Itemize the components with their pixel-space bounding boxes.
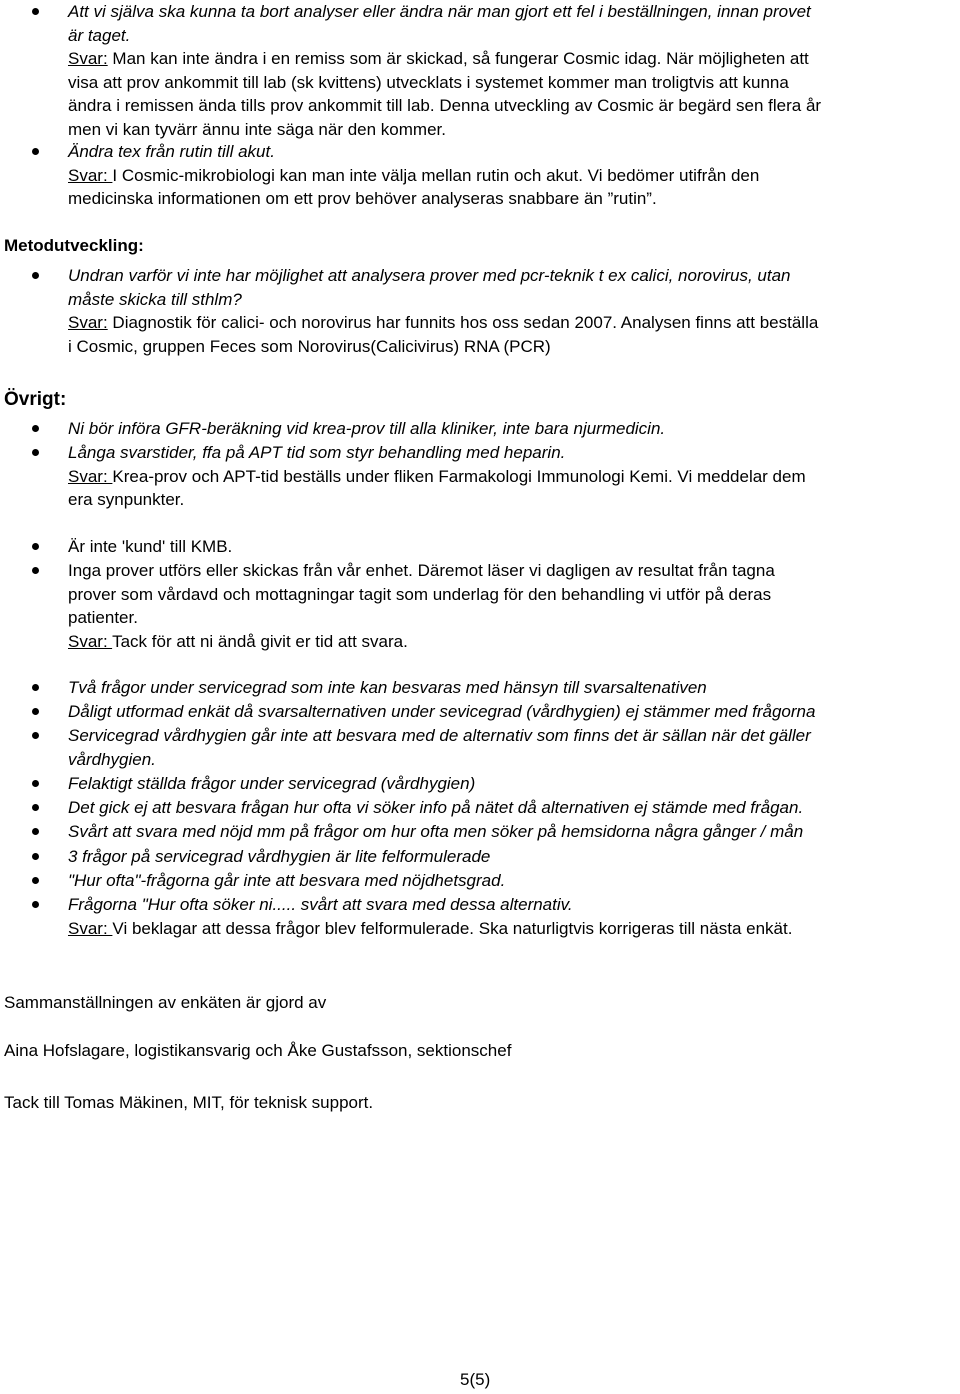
answer-text: Svar: Tack för att ni ändå givit er tid att svara. — [68, 631, 408, 651]
question-text: "Hur ofta"-frågorna går inte att besvara med nöjdhetsgrad. — [68, 871, 506, 890]
question-text: Servicegrad vårdhygien går inte att besvara med de alternativ som finns det är sällan när det gäller — [68, 726, 811, 745]
page-number: 5(5) — [460, 1370, 491, 1389]
bullet-icon — [32, 8, 39, 15]
list-item — [0, 264, 960, 358]
list-item — [0, 0, 960, 141]
question-text: 3 frågor på servicegrad vårdhygien är lite felformulerade — [68, 847, 491, 866]
bullet-icon — [32, 901, 39, 908]
list-item — [0, 724, 960, 771]
answer-text: medicinska informationen om ett prov behöver analyseras snabbare än ”rutin”. — [68, 189, 657, 208]
question-text: Inga prover utförs eller skickas från vår enhet. Däremot läser vi dagligen av resultat från tagna — [68, 561, 775, 580]
bullet-icon — [32, 449, 39, 456]
section-heading: Övrigt: — [4, 389, 67, 410]
answer-text: visa att prov ankommit till lab (sk kvittens) utvecklats i systemet kommer man troligtvis att kunna — [68, 72, 789, 92]
list-item — [0, 676, 960, 700]
answer-text: era synpunkter. — [68, 490, 185, 509]
answer-label: Svar: — [68, 313, 108, 332]
thanks-text: Tack till Tomas Mäkinen, MIT, för teknisk support. — [4, 1093, 374, 1112]
answer-label: Svar: — [68, 165, 113, 185]
question-text: Ni bör införa GFR-beräkning vid krea-prov till alla kliniker, inte bara njurmedicin. — [68, 419, 666, 438]
answer-text: ändra i remissen ända tills prov ankommit till lab. Denna utveckling av Cosmic är begärd sen flera år — [68, 96, 822, 115]
list-item — [0, 796, 960, 820]
bullet-icon — [32, 425, 39, 432]
bullet-icon — [32, 567, 39, 574]
question-text: vårdhygien. — [68, 749, 156, 769]
question-text: Frågorna "Hur ofta söker ni..... svårt att svara med dessa alternativ. — [68, 895, 573, 914]
answer-label: Svar: — [68, 631, 113, 651]
question-text: måste skicka till sthlm? — [68, 289, 242, 309]
question-text: Svårt att svara med nöjd mm på frågor om hur ofta men söker på hemsidorna några gånger / mån — [68, 822, 804, 841]
list-item — [0, 441, 960, 512]
bullet-icon — [32, 828, 39, 835]
answer-text: Svar: Vi beklagar att dessa frågor blev felformulerade. Ska naturligtvis korrigeras till nästa enkät. — [68, 918, 793, 938]
list-item — [0, 869, 960, 893]
question-text: Undran varför vi inte har möjlighet att analysera prover med pcr-teknik t ex calici, norovirus, utan — [68, 266, 791, 285]
authors-text: Aina Hofslagare, logistikansvarig och Åke Gustafsson, sektionschef — [4, 1041, 512, 1060]
list-item — [0, 417, 960, 441]
bullet-icon — [32, 272, 39, 279]
bullet-icon — [32, 684, 39, 691]
list-item — [0, 535, 960, 559]
answer-text: Svar: Diagnostik för calici- och norovirus har funnits hos oss sedan 2007. Analysen finns att beställa — [68, 313, 819, 332]
bullet-icon — [32, 543, 39, 550]
question-text: Det gick ej att besvara frågan hur ofta vi söker info på nätet då alternativen ej stämde med frågan. — [68, 798, 804, 817]
answer-label: Svar: — [68, 49, 108, 68]
question-text: Dåligt utformad enkät då svarsalternativen under sevicegrad (vårdhygien) ej stämmer med frågorna — [68, 702, 816, 721]
list-item — [0, 820, 960, 844]
question-text: patienter. — [68, 608, 138, 627]
answer-text: i Cosmic, gruppen Feces som Norovirus(Calicivirus) RNA (PCR) — [68, 336, 551, 356]
bullet-icon — [32, 148, 39, 155]
answer-label: Svar: — [68, 466, 113, 486]
question-text: Ändra tex från rutin till akut. — [68, 142, 275, 161]
section-heading: Metodutveckling: — [4, 236, 144, 255]
bullet-icon — [32, 780, 39, 787]
summary-text: Sammanställningen av enkäten är gjord av — [4, 993, 327, 1012]
bullet-icon — [32, 853, 39, 860]
question-text: är taget. — [68, 25, 131, 45]
bullet-icon — [32, 732, 39, 739]
answer-text: Svar: Man kan inte ändra i en remiss som är skickad, så fungerar Cosmic idag. När möjligheten att — [68, 49, 809, 68]
list-item — [0, 772, 960, 796]
list-item — [0, 845, 960, 869]
list-item — [0, 559, 960, 653]
question-text: Två frågor under servicegrad som inte kan besvaras med hänsyn till svarsaltenativen — [68, 678, 707, 697]
question-text: Är inte 'kund' till KMB. — [68, 537, 233, 556]
bullet-icon — [32, 877, 39, 884]
answer-text: men vi kan tyvärr ännu inte säga när den kommer. — [68, 119, 446, 139]
question-text: Långa svarstider, ffa på APT tid som styr behandling med heparin. — [68, 443, 566, 462]
list-item — [0, 893, 960, 940]
bullet-icon — [32, 804, 39, 811]
question-text: Att vi själva ska kunna ta bort analyser eller ändra när man gjort ett fel i beställningen, innan provet — [68, 2, 811, 21]
answer-label: Svar: — [68, 918, 113, 938]
question-text: prover som vårdavd och mottagningar tagit som underlag för den behandling vi utför på deras — [68, 584, 772, 604]
answer-text: Svar: I Cosmic-mikrobiologi kan man inte välja mellan rutin och akut. Vi bedömer utifrån den — [68, 165, 760, 185]
list-item — [0, 140, 960, 211]
list-item — [0, 700, 960, 724]
bullet-icon — [32, 708, 39, 715]
answer-text: Svar: Krea-prov och APT-tid beställs under fliken Farmakologi Immunologi Kemi. Vi meddelar dem — [68, 466, 806, 486]
question-text: Felaktigt ställda frågor under servicegrad (vårdhygien) — [68, 774, 476, 793]
